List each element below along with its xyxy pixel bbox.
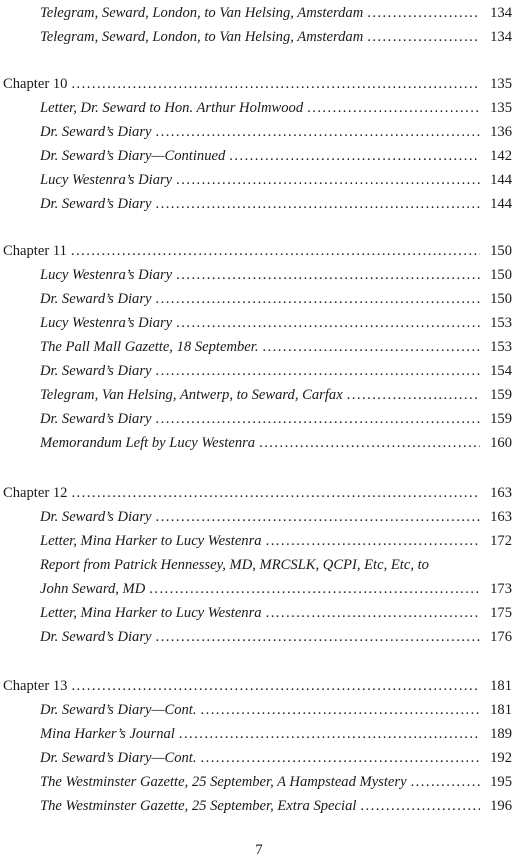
dot-leader xyxy=(179,723,480,745)
dot-leader xyxy=(176,264,480,286)
toc-entry-first-line xyxy=(40,554,512,576)
dot-leader xyxy=(176,169,480,191)
dot-leader xyxy=(156,506,481,528)
dot-leader xyxy=(156,193,481,215)
entry-page: 144 xyxy=(490,172,512,188)
toc-entry xyxy=(40,312,512,334)
toc-entry xyxy=(40,506,512,528)
entry-title: The Westminster Gazette, 25 September, Extra Special xyxy=(40,798,357,814)
chapter-page: 163 xyxy=(490,485,512,501)
entry-title: Dr. Seward’s Diary xyxy=(40,629,152,645)
dot-leader xyxy=(201,699,481,721)
toc-entry xyxy=(40,384,512,406)
page-number: 7 xyxy=(255,842,263,858)
entry-page: 159 xyxy=(490,387,512,403)
entry-title: Telegram, Van Helsing, Antwerp, to Seward, Carfax xyxy=(40,387,343,403)
entry-title: Dr. Seward’s Diary xyxy=(40,509,152,525)
entry-page: 154 xyxy=(490,363,512,379)
chapter-label: Chapter 10 xyxy=(3,76,68,92)
toc-entry xyxy=(40,145,512,167)
entry-page: 176 xyxy=(490,629,512,645)
dot-leader xyxy=(307,97,480,119)
entry-title: The Pall Mall Gazette, 18 September. xyxy=(40,339,259,355)
entry-page: 196 xyxy=(490,798,512,814)
toc-entry xyxy=(40,626,512,648)
toc-entry xyxy=(40,121,512,143)
dot-leader xyxy=(71,675,480,697)
entry-title: Dr. Seward’s Diary xyxy=(40,124,152,140)
dot-leader xyxy=(156,360,481,382)
entry-title: Telegram, Seward, London, to Van Helsing, Amsterdam xyxy=(40,29,364,45)
dot-leader xyxy=(411,771,480,793)
dot-leader xyxy=(71,73,480,95)
entry-title: Dr. Seward’s Diary xyxy=(40,411,152,427)
entry-title: Dr. Seward’s Diary—Continued xyxy=(40,148,226,164)
toc-entry xyxy=(40,264,512,286)
toc-entry xyxy=(40,723,512,745)
dot-leader xyxy=(229,145,480,167)
entry-page: 195 xyxy=(490,774,512,790)
toc-entry xyxy=(40,699,512,721)
entry-title: Letter, Dr. Seward to Hon. Arthur Holmwood xyxy=(40,100,304,116)
toc-entry xyxy=(40,97,512,119)
entry-page: 192 xyxy=(490,750,512,766)
entry-page: 153 xyxy=(490,315,512,331)
dot-leader xyxy=(347,384,480,406)
toc-entry xyxy=(40,193,512,215)
chapter-label: Chapter 12 xyxy=(3,485,68,501)
entry-page: 134 xyxy=(490,5,512,21)
entry-title: Memorandum Left by Lucy Westenra xyxy=(40,435,256,451)
entry-title: Lucy Westenra’s Diary xyxy=(40,315,173,331)
dot-leader xyxy=(266,530,480,552)
chapter-label: Chapter 13 xyxy=(3,678,68,694)
entry-page: 150 xyxy=(490,267,512,283)
entry-title: John Seward, MD xyxy=(40,581,146,597)
entry-page: 136 xyxy=(490,124,512,140)
entry-page: 181 xyxy=(490,702,512,718)
entry-page: 173 xyxy=(490,581,512,597)
dot-leader xyxy=(71,482,480,504)
toc-entry xyxy=(40,771,512,793)
chapter-heading xyxy=(3,675,512,697)
entry-page: 144 xyxy=(490,196,512,212)
entry-title: The Westminster Gazette, 25 September, A Hampstead Mystery xyxy=(40,774,407,790)
chapter-heading xyxy=(3,482,512,504)
dot-leader xyxy=(360,795,480,817)
toc-entry xyxy=(40,336,512,358)
entry-page: 142 xyxy=(490,148,512,164)
entry-page: 175 xyxy=(490,605,512,621)
entry-page: 159 xyxy=(490,411,512,427)
dot-leader xyxy=(156,288,481,310)
chapter-page: 135 xyxy=(490,76,512,92)
dot-leader xyxy=(71,240,480,262)
entry-page: 160 xyxy=(490,435,512,451)
chapter-heading xyxy=(3,240,512,262)
dot-leader xyxy=(367,2,480,24)
dot-leader xyxy=(176,312,480,334)
entry-page: 189 xyxy=(490,726,512,742)
entry-page: 153 xyxy=(490,339,512,355)
dot-leader xyxy=(156,121,481,143)
toc-entry xyxy=(40,169,512,191)
toc-entry xyxy=(40,360,512,382)
entry-title: Dr. Seward’s Diary xyxy=(40,196,152,212)
entry-title: Dr. Seward’s Diary—Cont. xyxy=(40,750,197,766)
toc-entry xyxy=(40,288,512,310)
toc-entry xyxy=(40,795,512,817)
toc-entry xyxy=(40,432,512,454)
dot-leader xyxy=(266,602,480,624)
entry-title: Letter, Mina Harker to Lucy Westenra xyxy=(40,605,262,621)
entry-page: 135 xyxy=(490,100,512,116)
toc-entry xyxy=(40,578,512,600)
toc-entry xyxy=(40,602,512,624)
chapter-heading xyxy=(3,73,512,95)
dot-leader xyxy=(201,747,481,769)
dot-leader xyxy=(367,26,480,48)
toc-entry xyxy=(40,530,512,552)
entry-title: Mina Harker’s Journal xyxy=(40,726,175,742)
entry-page: 172 xyxy=(490,533,512,549)
chapter-page: 150 xyxy=(490,243,512,259)
entry-title: Letter, Mina Harker to Lucy Westenra xyxy=(40,533,262,549)
entry-page: 134 xyxy=(490,29,512,45)
entry-title: Telegram, Seward, London, to Van Helsing, Amsterdam xyxy=(40,5,364,21)
entry-title: Dr. Seward’s Diary xyxy=(40,291,152,307)
toc-entry xyxy=(40,26,512,48)
toc-entry xyxy=(40,2,512,24)
entry-title: Lucy Westenra’s Diary xyxy=(40,172,173,188)
dot-leader xyxy=(262,336,480,358)
dot-leader xyxy=(156,408,481,430)
entry-title: Lucy Westenra’s Diary xyxy=(40,267,173,283)
entry-title: Dr. Seward’s Diary—Cont. xyxy=(40,702,197,718)
dot-leader xyxy=(259,432,480,454)
entry-page: 150 xyxy=(490,291,512,307)
toc-entry xyxy=(40,747,512,769)
dot-leader xyxy=(149,578,480,600)
entry-title: Report from Patrick Hennessey, MD, MRCSLK, QCPI, Etc, Etc, to xyxy=(40,557,429,573)
entry-title: Dr. Seward’s Diary xyxy=(40,363,152,379)
toc-entry xyxy=(40,408,512,430)
dot-leader xyxy=(156,626,481,648)
chapter-label: Chapter 11 xyxy=(3,243,67,259)
chapter-page: 181 xyxy=(490,678,512,694)
entry-page: 163 xyxy=(490,509,512,525)
